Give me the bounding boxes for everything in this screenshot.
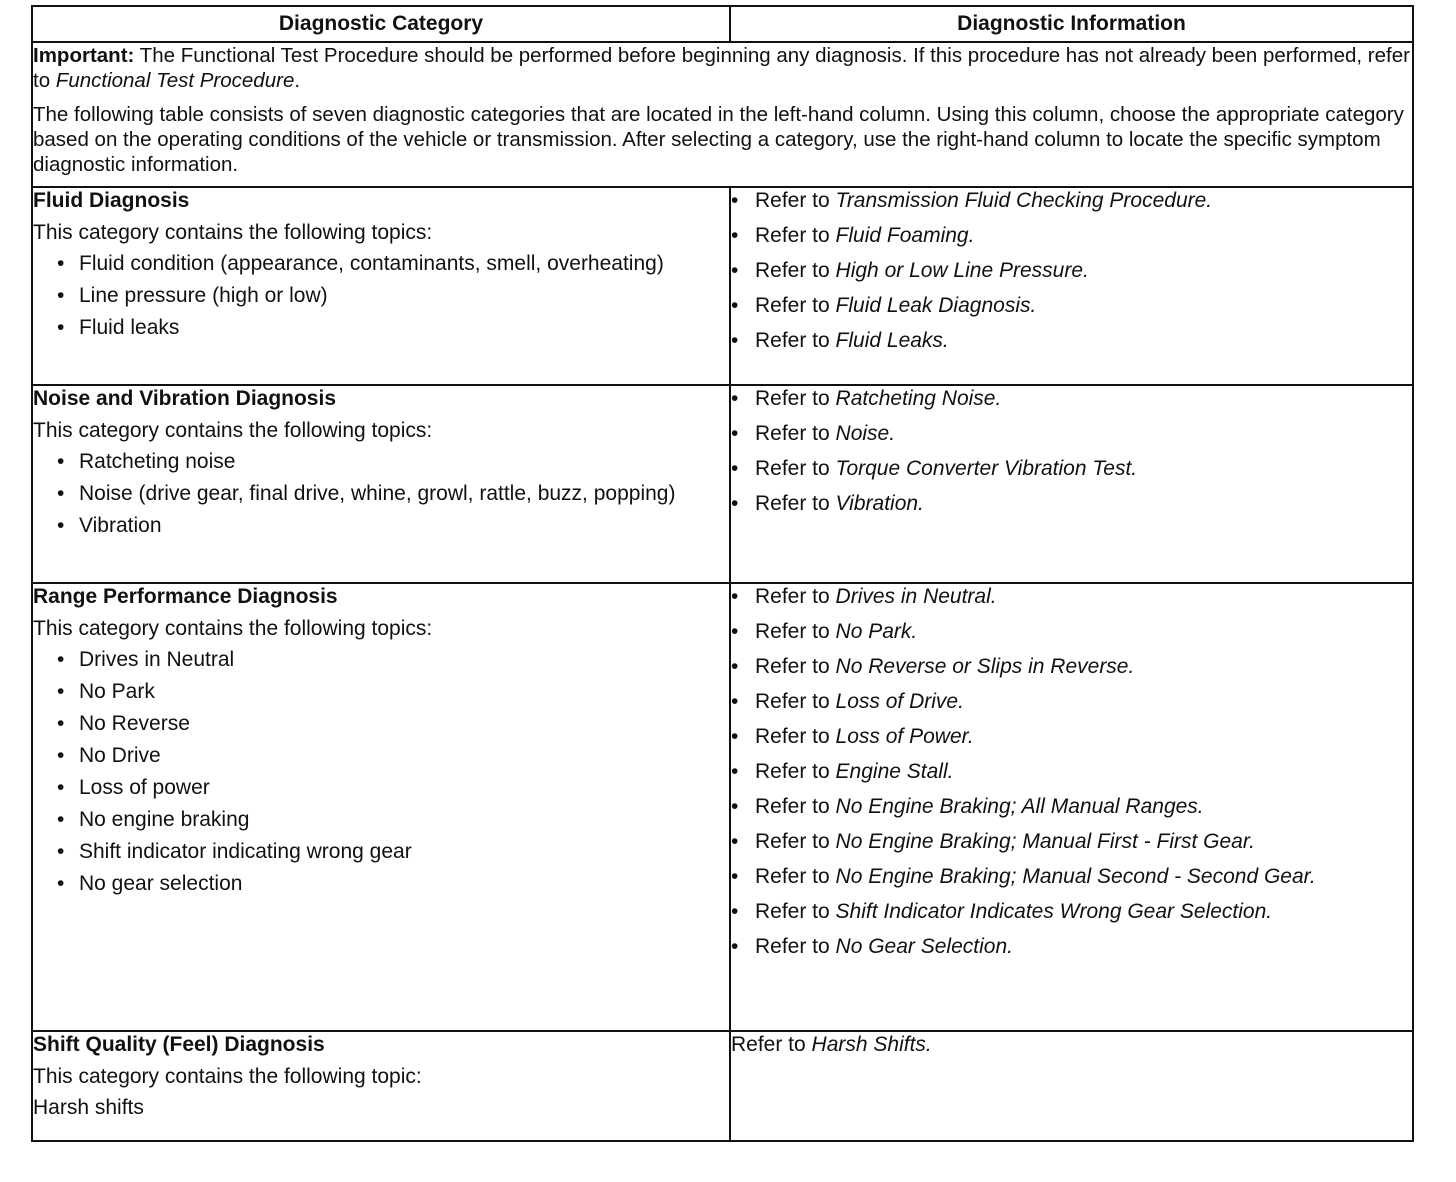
category-cell: [32, 583, 730, 1031]
reference-item: [731, 619, 1412, 644]
reference-item: [731, 794, 1412, 819]
refer-prefix: Refer to: [755, 655, 836, 678]
topic-item: • No gear selection: [57, 871, 729, 896]
topic-list: [33, 449, 729, 538]
refer-prefix: Refer to: [755, 329, 836, 352]
category-row: [32, 385, 1413, 583]
reference-item: [731, 456, 1412, 481]
reference-item: [731, 293, 1412, 318]
refer-prefix: Refer to: [755, 259, 836, 282]
refer-prefix: Refer to: [755, 457, 836, 480]
refer-prefix: Refer to: [755, 690, 836, 713]
header-diagnostic-category: Diagnostic Category: [32, 6, 730, 42]
intro-cell: [32, 42, 1413, 187]
intro-paragraph: The following table consists of seven diagnostic categories that are located in the left-hand column. Using this column, choose the appropriate category based on the operating conditions of the vehicle or transmission. After selecting a category, use the right-hand column to locate the specific symptom diagnostic information.: [33, 103, 1404, 176]
ref-title: No Park.: [835, 620, 918, 643]
category-title: Range Performance Diagnosis: [33, 585, 338, 608]
refer-prefix: Refer to: [755, 935, 836, 958]
category-subtitle: This category contains the following topics:: [33, 419, 433, 442]
reference-item: [731, 654, 1412, 679]
refer-prefix: Refer to: [755, 585, 836, 608]
topic-item: • No engine braking: [57, 807, 729, 832]
reference-item: [731, 724, 1412, 749]
important-end: .: [294, 69, 301, 92]
reference-item: [731, 934, 1412, 959]
reference-item: [731, 899, 1412, 924]
ref-title: Ratcheting Noise.: [835, 387, 1002, 410]
refer-prefix: Refer to: [755, 900, 836, 923]
header-diagnostic-information: Diagnostic Information: [730, 6, 1413, 42]
topic-item: • Noise (drive gear, final drive, whine, growl, rattle, buzz, popping): [57, 481, 729, 506]
header-row: [32, 6, 1413, 42]
ref-title: No Engine Braking; Manual Second - Second Gear.: [835, 865, 1316, 888]
topic-item: • No Park: [57, 679, 729, 704]
category-cell: [32, 187, 730, 385]
ref-title: No Reverse or Slips in Reverse.: [835, 655, 1135, 678]
refer-prefix: Refer to: [755, 189, 836, 212]
ref-title: No Engine Braking; All Manual Ranges.: [835, 795, 1204, 818]
ref-title: Fluid Foaming.: [835, 224, 975, 247]
ref-title: Drives in Neutral.: [835, 585, 997, 608]
reference-item: [731, 188, 1412, 213]
category-subtitle: This category contains the following topics:: [33, 221, 433, 244]
ref-title: Harsh Shifts.: [811, 1033, 932, 1056]
category-row: [32, 583, 1413, 1031]
reference-item: [731, 491, 1412, 516]
category-row: [32, 187, 1413, 385]
reference-item: [731, 421, 1412, 446]
topic-item: • Shift indicator indicating wrong gear: [57, 839, 729, 864]
important-note: [33, 43, 1412, 93]
reference-item: [731, 864, 1412, 889]
topic-list: [33, 647, 729, 896]
topic-item: • Vibration: [57, 513, 729, 538]
ref-title: No Engine Braking; Manual First - First Gear.: [835, 830, 1255, 853]
reference-item: [731, 829, 1412, 854]
reference-list: [731, 584, 1412, 959]
info-cell: [730, 385, 1413, 583]
refer-prefix: Refer to: [755, 224, 836, 247]
category-subtitle: This category contains the following topics:: [33, 617, 433, 640]
ref-title: Loss of Drive.: [835, 690, 964, 713]
ref-title: Torque Converter Vibration Test.: [835, 457, 1138, 480]
category-row: [32, 1031, 1413, 1141]
topic-item: • No Drive: [57, 743, 729, 768]
reference-list: [731, 386, 1412, 516]
info-cell: [730, 583, 1413, 1031]
topic-item: • Fluid leaks: [57, 315, 729, 340]
diagnostic-table: [31, 5, 1414, 1142]
refer-prefix: Refer to: [755, 387, 836, 410]
info-cell: [730, 187, 1413, 385]
category-title: Noise and Vibration Diagnosis: [33, 387, 337, 410]
ref-title: Fluid Leak Diagnosis.: [835, 294, 1037, 317]
topic-item: • Ratcheting noise: [57, 449, 729, 474]
topic-item: • Line pressure (high or low): [57, 283, 729, 308]
category-cell: [32, 1031, 730, 1141]
intro-row: [32, 42, 1413, 187]
ref-title: Noise.: [835, 422, 896, 445]
ref-title: Engine Stall.: [835, 760, 954, 783]
topic-item: Harsh shifts: [33, 1096, 144, 1119]
reference-item: [731, 759, 1412, 784]
ref-title: No Gear Selection.: [835, 935, 1013, 958]
topic-item: • No Reverse: [57, 711, 729, 736]
important-label: Important:: [33, 44, 135, 67]
topic-item: • Fluid condition (appearance, contaminants, smell, overheating): [57, 251, 729, 276]
refer-prefix: Refer to: [755, 830, 836, 853]
topic-item: • Drives in Neutral: [57, 647, 729, 672]
refer-prefix: Refer to: [755, 725, 836, 748]
topic-list: [33, 251, 729, 340]
refer-prefix: Refer to: [755, 795, 836, 818]
ref-title: Transmission Fluid Checking Procedure.: [835, 189, 1213, 212]
ref-title: Fluid Leaks.: [835, 329, 949, 352]
category-subtitle: This category contains the following topic:: [33, 1065, 422, 1088]
reference-item: [731, 223, 1412, 248]
refer-prefix: Refer to: [755, 620, 836, 643]
topic-item: • Loss of power: [57, 775, 729, 800]
reference-item: [731, 584, 1412, 609]
ref-title: Shift Indicator Indicates Wrong Gear Selection.: [835, 900, 1273, 923]
reference-item: [731, 689, 1412, 714]
ref-title: Loss of Power.: [835, 725, 974, 748]
category-title: Shift Quality (Feel) Diagnosis: [33, 1033, 325, 1056]
ref-title: Vibration.: [835, 492, 924, 515]
reference-item: [731, 258, 1412, 283]
refer-prefix: Refer to: [755, 422, 836, 445]
refer-prefix: Refer to: [755, 492, 836, 515]
category-title: Fluid Diagnosis: [33, 189, 190, 212]
reference-item: [731, 386, 1412, 411]
info-cell: [730, 1031, 1413, 1141]
reference-list: [731, 188, 1412, 353]
important-link: Functional Test Procedure: [55, 69, 295, 92]
ref-title: High or Low Line Pressure.: [835, 259, 1089, 282]
important-text: The Functional Test Procedure should be performed before beginning any diagnosis. If this procedure has not already been performed, refer to: [33, 44, 1410, 92]
refer-prefix: Refer to: [755, 865, 836, 888]
reference-item: [731, 328, 1412, 353]
refer-prefix: Refer to: [731, 1033, 812, 1056]
refer-prefix: Refer to: [755, 294, 836, 317]
refer-prefix: Refer to: [755, 760, 836, 783]
category-cell: [32, 385, 730, 583]
